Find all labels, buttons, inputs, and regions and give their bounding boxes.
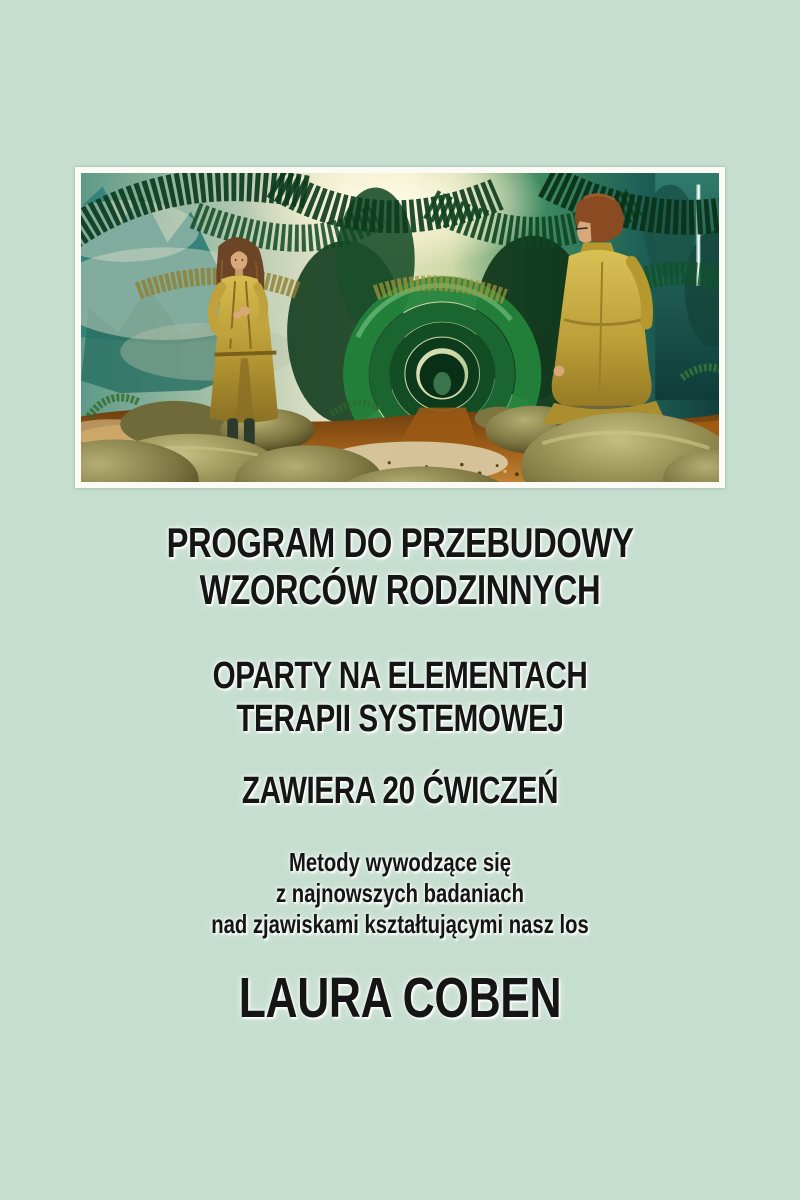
subtitle-line-1: OPARTY NA ELEMENTACH bbox=[212, 655, 588, 697]
cover-text-layer bbox=[88, 0, 712, 1200]
book-subtitle bbox=[88, 655, 712, 741]
tagline-line-3: nad zjawiskami kształtującymi nasz los bbox=[211, 909, 589, 939]
book-tagline bbox=[88, 847, 712, 940]
tagline-line-2: z najnowszych badaniach bbox=[276, 878, 524, 908]
book-title bbox=[88, 519, 712, 613]
subtitle-line-2: TERAPII SYSTEMOWEJ bbox=[236, 698, 564, 740]
title-line-2: WZORCÓW RODZINNYCH bbox=[199, 566, 601, 613]
feature-line: ZAWIERA 20 ĆWICZEŃ bbox=[241, 770, 559, 812]
author-name: LAURA COBEN bbox=[238, 966, 562, 1030]
title-line-1: PROGRAM DO PRZEBUDOWY bbox=[166, 519, 634, 566]
tagline-line-1: Metody wywodzące się bbox=[288, 847, 512, 877]
